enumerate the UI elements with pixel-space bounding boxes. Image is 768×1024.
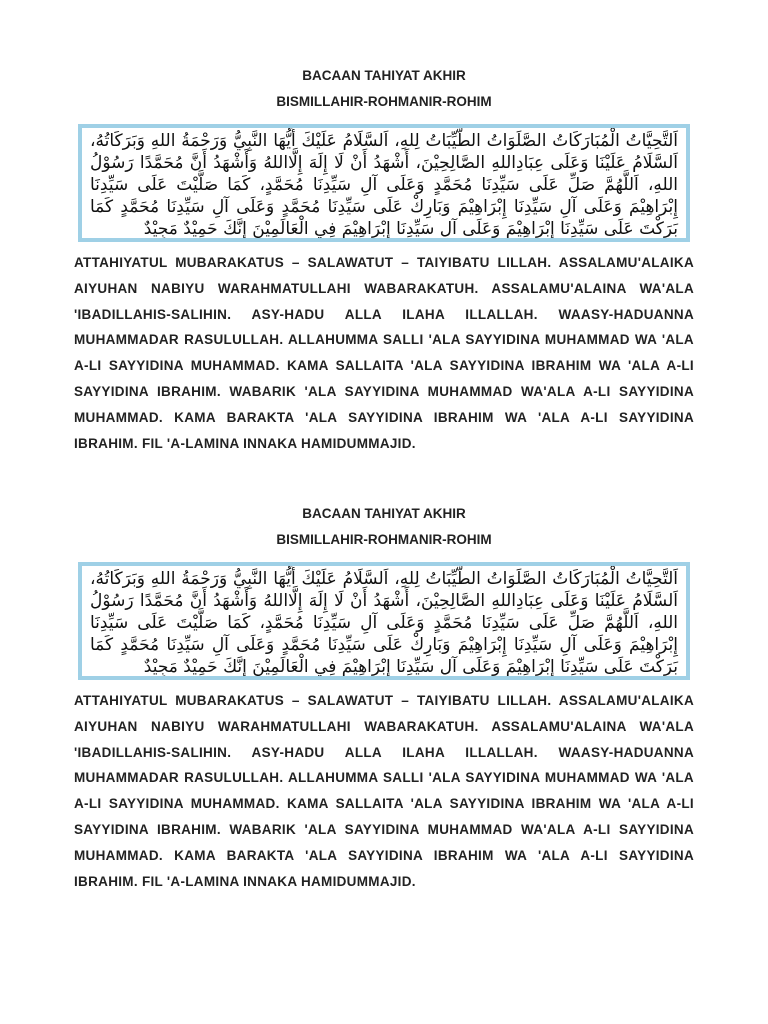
section-subtitle: BISMILLAHIR-ROHMANIR-ROHIM bbox=[276, 94, 492, 109]
arabic-text-box: اَلتَّحِيَّاتُ الْمُبَارَكَاتُ الصَّلَوَاتُ الطَّيِّبَاتُ لِلهِ، اَلسَّلَامُ عَلَيْكَ أَيُّهَا النَّبِيُّ وَرَحْمَةُ اللهِ وَبَرَكَاتُهُ، اَلسَّلَامُ عَلَيْنَا وَعَلَى عِبَادِاللهِ الصَّالِحِيْنَ، أَشْهَدُ أَنْ لَا إِلَهَ إِلَّااللهُ وَأَشْهَدُ أَنَّ مُحَمَّدًا رَسُوْلُ اللهِ، اَللَّهُمَّ صَلِّ عَلَى سَيِّدِنَا مُحَمَّدٍ وَعَلَى آلِ سَيِّدِنَا مُحَمَّدٍ، كَمَا صَلَّيْتَ عَلَى سَيِّدِنَا إِبْرَاهِيْمَ وَعَلَى آلِ سَيِّدِنَا إِبْرَاهِيْمَ وَبَارِكْ عَلَى سَيِّدِنَا مُحَمَّدٍ وَعَلَى آلِ سَيِّدِنَا مُحَمَّدٍ كَمَا بَرَكْتَ عَلَى سَيِّدِنَا إِبْرَاهِيْمَ وَعَلَى آلِ سَيِّدِنَا إِبْرَاهِيْمَ فِي الْعَالَمِيْنَ إِنَّكَ حَمِيْدٌ مَجِيْدٌ bbox=[78, 562, 690, 680]
transliteration-paragraph: ATTAHIYATUL MUBARAKATUS – SALAWATUT – TAIYIBATU LILLAH. ASSALAMU'ALAIKA AIYUHAN NABIYU WARAHMATULLAHI WABARAKATUH. ASSALAMU'ALAINA WA'ALA 'IBADILLAHIS-SALIHIN. ASY-HADU ALLA ILAHA ILLALLAH. WAASY-HADUANNA MUHAMMADAR RASULULLAH. ALLAHUMMA SALLI 'ALA SAYYIDINA MUHAMMAD WA 'ALA A-LI SAYYIDINA MUHAMMAD. KAMA SALLAITA 'ALA SAYYIDINA IBRAHIM WA 'ALA A-LI SAYYIDINA IBRAHIM. WABARIK 'ALA SAYYIDINA MUHAMMAD WA'ALA A-LI SAYYIDINA MUHAMMAD. KAMA BARAKTA 'ALA SAYYIDINA IBRAHIM WA 'ALA A-LI SAYYIDINA IBRAHIM. FIL 'A-LAMINA INNAKA HAMIDUMMAJID. bbox=[74, 693, 694, 889]
section-title: BACAAN TAHIYAT AKHIR bbox=[302, 68, 466, 83]
transliteration-paragraph: ATTAHIYATUL MUBARAKATUS – SALAWATUT – TAIYIBATU LILLAH. ASSALAMU'ALAIKA AIYUHAN NABIYU WARAHMATULLAHI WABARAKATUH. ASSALAMU'ALAINA WA'ALA 'IBADILLAHIS-SALIHIN. ASY-HADU ALLA ILAHA ILLALLAH. WAASY-HADUANNA MUHAMMADAR RASULULLAH. ALLAHUMMA SALLI 'ALA SAYYIDINA MUHAMMAD WA 'ALA A-LI SAYYIDINA MUHAMMAD. KAMA SALLAITA 'ALA SAYYIDINA IBRAHIM WA 'ALA A-LI SAYYIDINA IBRAHIM. WABARIK 'ALA SAYYIDINA MUHAMMAD WA'ALA A-LI SAYYIDINA MUHAMMAD. KAMA BARAKTA 'ALA SAYYIDINA IBRAHIM WA 'ALA A-LI SAYYIDINA IBRAHIM. FIL 'A-LAMINA INNAKA HAMIDUMMAJID. bbox=[74, 255, 694, 451]
section-title: BACAAN TAHIYAT AKHIR bbox=[302, 506, 466, 521]
prayer-section-1 bbox=[74, 66, 694, 456]
prayer-section-2 bbox=[74, 504, 694, 894]
arabic-text-box: اَلتَّحِيَّاتُ الْمُبَارَكَاتُ الصَّلَوَاتُ الطَّيِّبَاتُ لِلهِ، اَلسَّلَامُ عَلَيْكَ أَيُّهَا النَّبِيُّ وَرَحْمَةُ اللهِ وَبَرَكَاتُهُ، اَلسَّلَامُ عَلَيْنَا وَعَلَى عِبَادِاللهِ الصَّالِحِيْنَ، أَشْهَدُ أَنْ لَا إِلَهَ إِلَّااللهُ وَأَشْهَدُ أَنَّ مُحَمَّدًا رَسُوْلُ اللهِ، اَللَّهُمَّ صَلِّ عَلَى سَيِّدِنَا مُحَمَّدٍ وَعَلَى آلِ سَيِّدِنَا مُحَمَّدٍ، كَمَا صَلَّيْتَ عَلَى سَيِّدِنَا إِبْرَاهِيْمَ وَعَلَى آلِ سَيِّدِنَا إِبْرَاهِيْمَ وَبَارِكْ عَلَى سَيِّدِنَا مُحَمَّدٍ وَعَلَى آلِ سَيِّدِنَا مُحَمَّدٍ كَمَا بَرَكْتَ عَلَى سَيِّدِنَا إِبْرَاهِيْمَ وَعَلَى آلِ سَيِّدِنَا إِبْرَاهِيْمَ فِي الْعَالَمِيْنَ إِنَّكَ حَمِيْدٌ مَجِيْدٌ bbox=[78, 124, 690, 242]
section-subtitle: BISMILLAHIR-ROHMANIR-ROHIM bbox=[276, 532, 492, 547]
